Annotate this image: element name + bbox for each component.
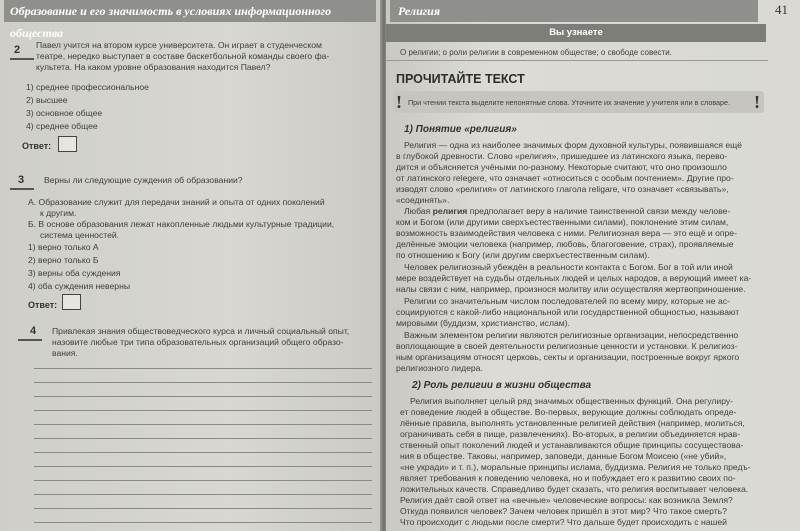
section-1-line: налы связи с ним, например, произнося молитву или осуществляя жертвоприношение. — [396, 284, 746, 294]
section-1-line: Важным элементом религии являются религиозные организации, непосредственно — [404, 330, 739, 340]
question-3-statement-b-cont: система ценностей. — [40, 230, 120, 240]
read-text-heading: ПРОЧИТАЙТЕ ТЕКСТ — [396, 72, 525, 86]
question-4-text-line-3: вания. — [52, 348, 78, 358]
question-2-marker — [10, 58, 34, 60]
answer-line[interactable] — [34, 494, 372, 495]
question-2-answer-box[interactable] — [58, 136, 77, 152]
section-1-line-emphasis — [404, 206, 730, 217]
section-2-line: являет требования к поведению человека, но и побуждает его к развитию своих по- — [400, 473, 736, 483]
question-3-statement-b: Б. В основе образования лежат накопленные людьми культурные традиции, — [28, 219, 335, 229]
answer-line[interactable] — [34, 452, 372, 453]
topics-box — [386, 42, 768, 61]
section-2-line: Религия даёт свой ответ на «вечные» человеческие вопросы: как возникла Земля? — [400, 495, 733, 505]
answer-line[interactable] — [34, 480, 372, 481]
section-2-line: ния в обществе. Таковы, например, заповеди, данные Богом Моисею («не убий», — [400, 451, 727, 461]
question-3-statement-a: А. Образование служит для передачи знаний и опыта от одних поколений — [28, 197, 325, 207]
section-1-line: мере воздействует на судьбы отдельных людей и целых народов, а верующий имеет ка- — [396, 273, 752, 283]
section-1-line: мировыми (буддизм, христианство, ислам). — [396, 318, 570, 328]
section-2-line: Религия выполняет целый ряд значимых общественных функций. Она регулиру- — [410, 396, 734, 406]
section-1-line: от латинского relegere, что означает «относиться с особым почтением». Другие про- — [396, 173, 734, 183]
answer-line[interactable] — [34, 466, 372, 467]
section-1-line: в глубокой древности. Слово «религия», пришедшее из латинского языка, перево- — [396, 151, 728, 161]
question-4-number: 4 — [30, 325, 37, 337]
section-2-line: Что происходит с людьми после смерти? Что дальше будет происходить с нашей — [400, 517, 727, 527]
section-1-line: дится и объясняется учёными по-разному. Некоторые считают, что оно произошло — [396, 162, 727, 172]
section-1-line: воплощающие в своей деятельности религиозные ценности и установки. К религиоз- — [396, 341, 738, 351]
question-4-marker — [18, 339, 42, 341]
section-1-line: возможность взаимодействия человека с ними. Религиозная вера — это ещё и опре- — [396, 228, 737, 238]
section-2-title: 2) Роль религии в жизни общества — [412, 380, 592, 391]
section-1-line: изводят слово «религия» от латинского глагола religare, что означает «связывать», — [396, 184, 729, 194]
section-1-line: по отношению к Богу (или другим сверхъестественным силам). — [396, 250, 650, 260]
question-2-option-3: 3) основное общее — [26, 108, 103, 118]
topics-text: О религии; о роли религии в современном обществе; о свободе совести. — [400, 48, 672, 57]
answer-line[interactable] — [34, 508, 372, 509]
question-3-statement-a-cont: к другим. — [40, 208, 77, 218]
answer-line[interactable] — [34, 438, 372, 439]
question-3-text: Верны ли следующие суждения об образовании? — [44, 175, 243, 185]
answer-line[interactable] — [34, 382, 372, 383]
section-1-line: «соединять». — [396, 195, 450, 205]
right-page-header: Религия — [390, 0, 758, 22]
answer-line[interactable] — [34, 424, 372, 425]
hint-text: При чтении текста выделите непонятные слова. Уточните их значение у учителя или в словаре. — [408, 98, 731, 107]
section-2-line: ограничивать себя в пище, развлечениях). Во-вторых, в религии объединяется нрав- — [400, 429, 741, 439]
question-3-option-2: 2) верно только Б — [28, 255, 99, 265]
question-2-option-1: 1) среднее профессиональное — [26, 82, 149, 92]
section-1-line: Религия — одна из наиболее значимых форм духовной культуры, появившаяся ещё — [404, 140, 742, 150]
answer-line[interactable] — [34, 410, 372, 411]
section-1-line: религиозного лидера. — [396, 363, 483, 373]
section-2-line: ственный опыт поколений людей и устанавливаются общие принципы сосуществова- — [400, 440, 744, 450]
section-1-line: социируются с какой-либо национальной или государственной общностью, называют — [396, 307, 740, 317]
section-1-title: 1) Понятие «религия» — [404, 124, 517, 135]
section-1-line: Религии со значительным числом последователей по всему миру, которые не ас- — [404, 296, 730, 306]
answer-line[interactable] — [34, 396, 372, 397]
question-2-number: 2 — [14, 44, 21, 56]
section-2-line: лённые правила, выполнять установленные религией действия (например, молиться, — [400, 418, 745, 428]
exclamation-icon: ! — [754, 92, 760, 112]
section-2-line: ет поведение людей в обществе. Во-первых, верующие должны соблюдать опреде- — [400, 407, 737, 417]
section-2-line: Откуда появился человек? Зачем человек пришёл в этот мир? Что такое смерть? — [400, 506, 727, 516]
emphasis-prefix: Любая — [404, 206, 433, 216]
question-3-marker — [10, 188, 34, 190]
question-2-option-4: 4) среднее общее — [26, 121, 98, 131]
exclamation-icon: ! — [396, 92, 402, 112]
section-2-line: ложительных качеств. Справедливо будет сказать, что религия воспитывает человека. — [400, 484, 749, 494]
section-1-line: делённые эмоции человека (например, любовь, благоговение, страх), проявляемые — [396, 239, 734, 249]
question-2-text-line-3: культета. На каком уровне образования находится Павел? — [36, 62, 271, 72]
question-2-text-line-1: Павел учится на втором курсе университета. Он играет в студенческом — [36, 40, 322, 50]
question-4-text-line-2: назовите любые три типа образовательных организаций общего образо- — [52, 337, 344, 347]
question-3-option-1: 1) верно только А — [28, 242, 99, 252]
answer-line[interactable] — [34, 522, 372, 523]
question-4-text-line-1: Привлекая знания обществоведческого курса и личный социальный опыт, — [52, 326, 350, 336]
question-3-option-3: 3) верны оба суждения — [28, 268, 121, 278]
question-3-option-4: 4) оба суждения неверны — [28, 281, 130, 291]
left-page — [0, 0, 383, 531]
emphasis-rest: предполагает веру в наличие таинственной связи между челове- — [469, 206, 731, 216]
section-2-line: «не укради» и т. п.), моральные принципы ислама, буддизма. Религия не только предъ- — [400, 462, 751, 472]
answer-line[interactable] — [34, 368, 372, 369]
question-2-option-2: 2) высшее — [26, 95, 68, 105]
question-3-answer-box[interactable] — [62, 294, 81, 310]
left-page-header: Образование и его значимость в условиях информационного общества — [4, 0, 376, 22]
question-2-answer-label: Ответ: — [22, 141, 52, 151]
section-1-line: ным организациям относят церковь, секты и организации, построенные вокруг яркого — [396, 352, 740, 362]
question-3-number: 3 — [18, 174, 25, 186]
question-3-answer-label: Ответ: — [28, 300, 58, 310]
question-2-text-line-2: театре, нередко выступает в составе баскетбольной команды своего фа- — [36, 51, 330, 61]
emphasis-word: религия — [432, 206, 468, 216]
right-page — [386, 0, 800, 531]
section-1-line: Человек религиозный убеждён в реальности контакта с Богом. Бог в той или иной — [404, 262, 733, 272]
page-number: 41 — [775, 2, 788, 17]
you-will-learn-banner: Вы узнаете — [386, 24, 766, 42]
section-1-line: ком и Богом (или другими сверхъестественными силами), поклонение этим силам, — [396, 217, 729, 227]
